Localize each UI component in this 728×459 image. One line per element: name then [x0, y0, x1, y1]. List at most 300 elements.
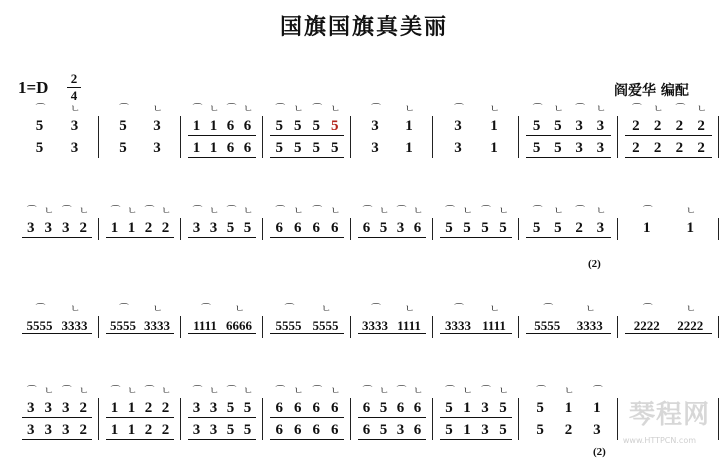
technique-mark: ⌒: [642, 304, 653, 315]
technique-mark: ㄴ: [127, 386, 138, 397]
barline: [98, 116, 99, 158]
beam-line: [440, 439, 512, 440]
note: 3333: [576, 318, 603, 333]
note: 2: [675, 140, 684, 156]
technique-mark: ⌒: [642, 206, 653, 217]
note: 3: [192, 400, 201, 416]
barline: [718, 316, 719, 338]
note: 2222: [677, 318, 704, 333]
technique-mark: ㄴ: [127, 206, 138, 217]
beam-line: [440, 333, 512, 334]
beam-line: [188, 439, 256, 440]
note: 6: [413, 220, 422, 236]
barline: [718, 116, 719, 158]
barline: [617, 398, 618, 440]
technique-mark: ⌒: [119, 104, 129, 115]
note: 3: [209, 422, 218, 438]
note: 3: [44, 400, 52, 416]
note: 3: [371, 118, 379, 134]
note: 2: [161, 422, 170, 438]
note: 3: [27, 400, 35, 416]
technique-mark: ㄴ: [321, 304, 332, 315]
technique-mark: ⌒: [144, 386, 155, 397]
barline: [718, 398, 719, 440]
note: 6: [294, 400, 302, 416]
technique-mark: ㄴ: [243, 206, 254, 217]
technique-mark: ⌒: [35, 104, 46, 115]
note: 5: [532, 118, 541, 134]
note: 5: [226, 422, 235, 438]
note: 6: [294, 422, 302, 438]
note: 6: [413, 422, 422, 438]
watermark-url: www.HTTPCN.com: [622, 436, 696, 445]
note: 3333: [362, 318, 388, 333]
note: 3: [27, 422, 35, 438]
beam-line: [106, 439, 174, 440]
note: 6: [275, 422, 283, 438]
note: 5: [536, 422, 544, 438]
technique-mark: ⌒: [592, 386, 603, 397]
note: 2: [144, 220, 153, 236]
technique-mark: ⌒: [454, 304, 464, 315]
note: 3: [575, 118, 583, 134]
technique-mark: ⌒: [26, 206, 37, 217]
note: 6: [362, 220, 371, 236]
technique-mark: ㄴ: [490, 304, 500, 315]
barline: [98, 398, 99, 440]
technique-mark: ㄴ: [293, 206, 304, 217]
note: 2: [79, 400, 87, 416]
note: 2: [79, 220, 87, 236]
paren-marker: (2): [593, 446, 606, 458]
technique-mark: ㄴ: [413, 386, 424, 397]
technique-mark: ⌒: [371, 104, 381, 115]
technique-mark: ㄴ: [499, 206, 509, 217]
technique-mark: ⌒: [532, 104, 543, 115]
note: 1: [209, 140, 218, 156]
note: 2: [564, 422, 573, 438]
note: 3: [454, 118, 462, 134]
note: 1: [192, 118, 201, 134]
note: 2: [161, 400, 170, 416]
note: 1: [127, 220, 136, 236]
note: 3: [62, 220, 70, 236]
beam-line: [22, 237, 92, 238]
technique-mark: ㄴ: [499, 386, 509, 397]
technique-mark: ⌒: [226, 104, 237, 115]
note: 5: [331, 118, 339, 134]
beam-line: [22, 333, 92, 334]
note: 5555: [534, 318, 561, 333]
technique-mark: ⌒: [61, 206, 72, 217]
note: 1: [192, 140, 201, 156]
note: 1111: [193, 318, 217, 333]
note: 5: [499, 220, 507, 236]
technique-mark: ⌒: [201, 304, 211, 315]
note: 6: [331, 220, 339, 236]
note: 5: [243, 220, 252, 236]
barline: [718, 218, 719, 240]
technique-mark: ⌒: [192, 104, 203, 115]
note: 2: [697, 118, 705, 134]
note: 1: [593, 400, 601, 416]
beam-line: [270, 135, 344, 136]
technique-mark: ⌒: [396, 206, 407, 217]
note: 3: [27, 220, 35, 236]
beam-line: [526, 135, 611, 136]
note: 3: [596, 220, 605, 236]
technique-mark: ㄴ: [161, 206, 172, 217]
barline: [180, 218, 181, 240]
note: 3: [192, 220, 201, 236]
technique-mark: ㄴ: [405, 304, 415, 315]
note: 3: [192, 422, 201, 438]
technique-mark: ⌒: [362, 206, 373, 217]
note: 1: [209, 118, 218, 134]
technique-mark: ㄴ: [490, 104, 500, 115]
note: 3: [481, 400, 489, 416]
note: 5: [445, 220, 453, 236]
technique-mark: ⌒: [631, 104, 642, 115]
note: 3: [153, 118, 161, 134]
note: 5: [119, 140, 127, 156]
barline: [350, 116, 351, 158]
note: 3333: [61, 318, 88, 333]
barline: [518, 218, 519, 240]
beam-line: [106, 333, 174, 334]
barline: [432, 398, 433, 440]
note: 5: [243, 400, 252, 416]
note: 3: [575, 140, 583, 156]
note: 1: [110, 400, 119, 416]
time-signature: [67, 72, 81, 103]
beam-line: [526, 237, 611, 238]
technique-mark: ㄴ: [330, 104, 341, 115]
technique-mark: ⌒: [445, 206, 455, 217]
technique-mark: ㄴ: [243, 104, 254, 115]
beam-line: [22, 417, 92, 418]
beam-line: [270, 157, 344, 158]
technique-mark: ㄴ: [463, 386, 473, 397]
note: 5: [379, 400, 388, 416]
beam-line: [188, 157, 256, 158]
technique-mark: ⌒: [445, 386, 455, 397]
beam-line: [188, 237, 256, 238]
song-title: 国旗国旗真美丽: [279, 14, 448, 40]
technique-mark: ㄴ: [463, 206, 473, 217]
note: 6: [226, 118, 235, 134]
note: 3: [62, 422, 70, 438]
note: 5: [275, 140, 283, 156]
technique-mark: ㄴ: [153, 304, 163, 315]
note: 5: [331, 140, 339, 156]
barline: [350, 398, 351, 440]
technique-mark: ㄴ: [79, 206, 89, 217]
note: 5: [499, 422, 507, 438]
note: 1: [564, 400, 573, 416]
note: 1: [110, 220, 119, 236]
technique-mark: ㄴ: [209, 104, 220, 115]
note: 3: [481, 422, 489, 438]
note: 2222: [633, 318, 660, 333]
beam-line: [188, 417, 256, 418]
technique-mark: ⌒: [454, 104, 464, 115]
note: 5: [243, 422, 252, 438]
technique-mark: ⌒: [226, 206, 237, 217]
beam-line: [440, 417, 512, 418]
note: 6: [331, 400, 339, 416]
technique-mark: ㄴ: [293, 104, 304, 115]
note: 6: [312, 422, 320, 438]
note: 1: [686, 220, 694, 236]
technique-mark: ⌒: [575, 206, 586, 217]
technique-mark: ⌒: [371, 304, 381, 315]
beam-line: [358, 417, 426, 418]
note: 3: [70, 140, 79, 156]
technique-mark: ⌒: [26, 386, 37, 397]
barline: [350, 316, 351, 338]
technique-mark: ⌒: [312, 386, 323, 397]
technique-mark: ⌒: [675, 104, 686, 115]
beam-line: [625, 157, 712, 158]
beam-line: [188, 135, 256, 136]
note: 2: [575, 220, 583, 236]
barline: [432, 316, 433, 338]
beam-line: [625, 333, 712, 334]
technique-mark: ㄴ: [243, 386, 254, 397]
technique-mark: ⌒: [275, 386, 286, 397]
technique-mark: ⌒: [144, 206, 155, 217]
note: 1: [463, 400, 471, 416]
note: 5: [499, 400, 507, 416]
note: 5: [312, 118, 320, 134]
technique-mark: ㄴ: [209, 386, 220, 397]
note: 5: [294, 118, 302, 134]
note: 3: [70, 118, 79, 134]
barline: [518, 116, 519, 158]
barline: [262, 218, 263, 240]
note: 3: [593, 422, 601, 438]
note: 1: [405, 140, 413, 156]
technique-mark: ㄴ: [153, 104, 163, 115]
note: 5555: [110, 318, 136, 333]
beam-line: [106, 237, 174, 238]
barline: [617, 316, 618, 338]
beam-line: [270, 333, 344, 334]
note: 2: [675, 118, 684, 134]
note: 6: [275, 400, 283, 416]
note: 6: [312, 400, 320, 416]
note: 3: [596, 118, 605, 134]
note: 5555: [275, 318, 302, 333]
technique-mark: ⌒: [481, 206, 491, 217]
barline: [617, 116, 618, 158]
technique-mark: ⌒: [312, 206, 323, 217]
technique-mark: ⌒: [396, 386, 407, 397]
barline: [518, 398, 519, 440]
technique-mark: ㄴ: [686, 304, 696, 315]
note: 3: [454, 140, 462, 156]
note: 3333: [445, 318, 471, 333]
note: 3333: [144, 318, 170, 333]
note: 1: [490, 140, 498, 156]
note: 6: [396, 400, 405, 416]
technique-mark: ⌒: [481, 386, 491, 397]
barline: [350, 218, 351, 240]
note: 2: [144, 422, 153, 438]
note: 5: [554, 118, 562, 134]
technique-mark: ⌒: [312, 104, 323, 115]
note: 3: [396, 220, 405, 236]
note: 2: [79, 422, 87, 438]
beam-line: [22, 439, 92, 440]
technique-mark: ㄴ: [697, 104, 707, 115]
beam-line: [358, 333, 426, 334]
technique-mark: ㄴ: [553, 104, 564, 115]
technique-mark: ⌒: [192, 386, 203, 397]
note: 1: [405, 118, 413, 134]
technique-mark: ㄴ: [596, 206, 607, 217]
note: 1: [463, 422, 471, 438]
note: 6: [312, 220, 320, 236]
note: 3: [62, 400, 70, 416]
barline: [180, 116, 181, 158]
barline: [262, 398, 263, 440]
technique-mark: ⌒: [284, 304, 295, 315]
note: 2: [653, 140, 662, 156]
technique-mark: ㄴ: [379, 206, 390, 217]
barline: [98, 316, 99, 338]
note: 5: [554, 220, 562, 236]
technique-mark: ㄴ: [653, 104, 664, 115]
technique-mark: ⌒: [543, 304, 554, 315]
technique-mark: ㄴ: [564, 386, 575, 397]
paren-marker: (2): [588, 258, 601, 270]
note: 3: [209, 400, 218, 416]
technique-mark: ⌒: [110, 206, 121, 217]
note: 5: [379, 220, 388, 236]
note: 1: [127, 422, 136, 438]
note: 3: [371, 140, 379, 156]
beam-line: [440, 237, 512, 238]
note: 5555: [26, 318, 53, 333]
watermark-logo: 琴程网: [628, 400, 710, 430]
note: 6: [275, 220, 283, 236]
beam-line: [188, 333, 256, 334]
barline: [518, 316, 519, 338]
note: 5: [35, 118, 44, 134]
note: 5: [532, 140, 541, 156]
barline: [432, 116, 433, 158]
barline: [180, 398, 181, 440]
note: 2: [653, 118, 662, 134]
note: 5: [536, 400, 544, 416]
note: 5: [532, 220, 541, 236]
note: 2: [697, 140, 705, 156]
barline: [180, 316, 181, 338]
note: 2: [632, 118, 640, 134]
note: 1111: [482, 318, 506, 333]
note: 1111: [397, 318, 421, 333]
technique-mark: ⌒: [110, 386, 121, 397]
technique-mark: ⌒: [35, 304, 46, 315]
note: 5: [463, 220, 471, 236]
barline: [98, 218, 99, 240]
technique-mark: ㄴ: [330, 206, 341, 217]
technique-mark: ⌒: [61, 386, 72, 397]
technique-mark: ⌒: [119, 304, 129, 315]
technique-mark: ㄴ: [44, 386, 54, 397]
note: 6: [243, 118, 252, 134]
time-top: 2: [70, 71, 78, 86]
technique-mark: ㄴ: [405, 104, 415, 115]
beam-line: [358, 439, 426, 440]
note: 5555: [312, 318, 339, 333]
note: 1: [490, 118, 498, 134]
note: 6: [243, 140, 252, 156]
note: 1: [643, 220, 651, 236]
technique-mark: ㄴ: [330, 386, 341, 397]
beam-line: [358, 237, 426, 238]
technique-mark: ㄴ: [379, 386, 390, 397]
technique-mark: ㄴ: [79, 386, 89, 397]
technique-mark: ㄴ: [553, 206, 564, 217]
technique-mark: ㄴ: [70, 104, 81, 115]
note: 6: [413, 400, 422, 416]
technique-mark: ㄴ: [596, 104, 607, 115]
note: 6: [362, 422, 371, 438]
beam-line: [526, 157, 611, 158]
note: 5: [226, 220, 235, 236]
note: 6: [331, 422, 339, 438]
technique-mark: ⌒: [536, 386, 547, 397]
note: 2: [161, 220, 170, 236]
note: 6666: [226, 318, 252, 333]
note: 3: [44, 220, 52, 236]
technique-mark: ⌒: [575, 104, 586, 115]
technique-mark: ㄴ: [413, 206, 424, 217]
note: 5: [554, 140, 562, 156]
note: 5: [379, 422, 388, 438]
key-signature: 1=D: [18, 78, 49, 97]
note: 6: [362, 400, 371, 416]
time-bottom: 4: [70, 88, 78, 103]
technique-mark: ㄴ: [686, 206, 696, 217]
beam-line: [270, 439, 344, 440]
barline: [432, 218, 433, 240]
note: 5: [294, 140, 302, 156]
technique-mark: ⌒: [362, 386, 373, 397]
technique-mark: ㄴ: [44, 206, 54, 217]
technique-mark: ⌒: [275, 104, 286, 115]
beam-line: [270, 417, 344, 418]
note: 6: [294, 220, 302, 236]
barline: [262, 316, 263, 338]
note: 5: [445, 422, 453, 438]
note: 5: [35, 140, 44, 156]
technique-mark: ㄴ: [70, 304, 81, 315]
technique-mark: ⌒: [192, 206, 203, 217]
note: 5: [275, 118, 283, 134]
technique-mark: ㄴ: [235, 304, 245, 315]
note: 5: [119, 118, 127, 134]
note: 6: [226, 140, 235, 156]
note: 3: [209, 220, 218, 236]
note: 5: [312, 140, 320, 156]
note: 3: [153, 140, 161, 156]
note: 5: [481, 220, 489, 236]
note: 2: [144, 400, 153, 416]
